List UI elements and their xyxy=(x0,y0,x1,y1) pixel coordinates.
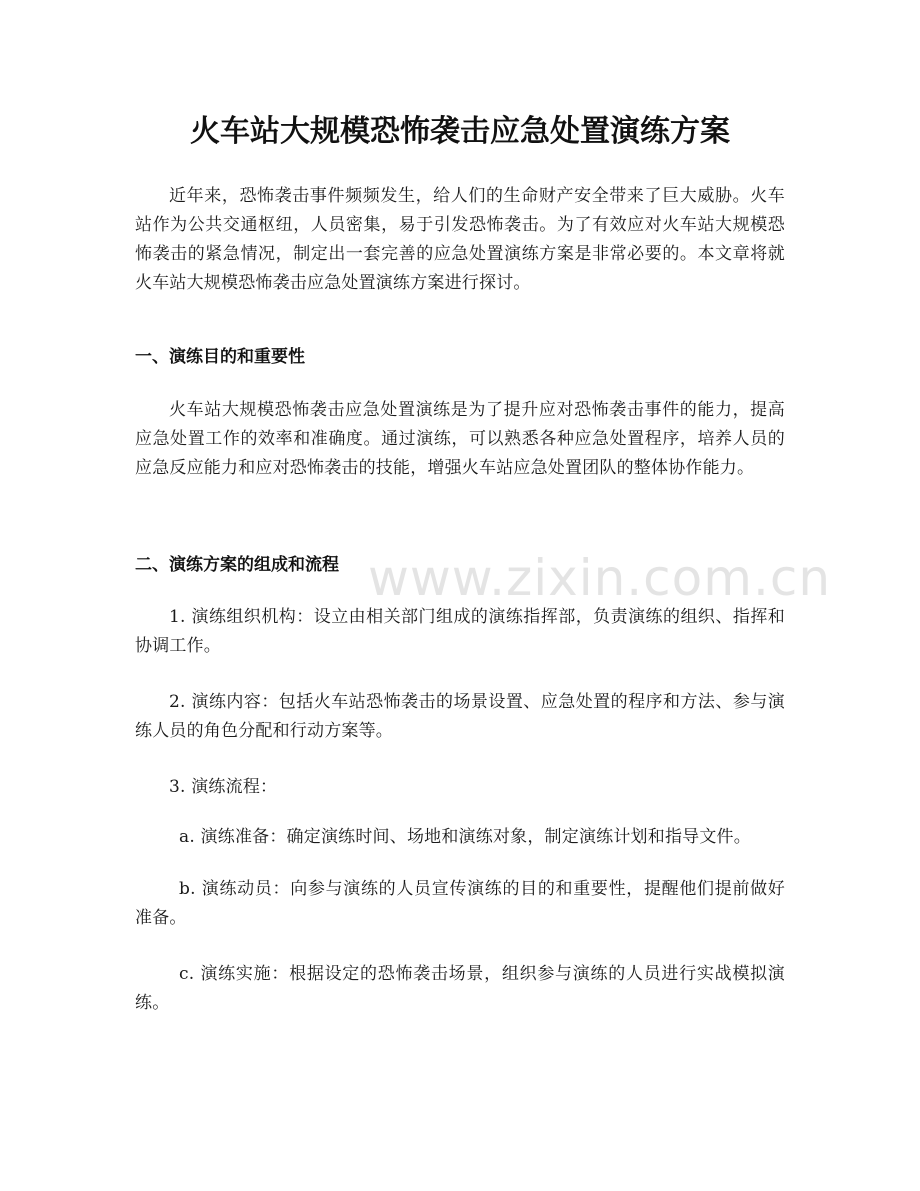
document-title: 火车站大规模恐怖袭击应急处置演练方案 xyxy=(190,114,730,149)
list-item-1: 1. 演练组织机构：设立由相关部门组成的演练指挥部，负责演练的组织、指挥和协调工作。 xyxy=(135,607,785,656)
sub-item-b: b. 演练动员：向参与演练的人员宣传演练的目的和重要性，提醒他们提前做好准备。 xyxy=(135,879,785,928)
sub-item-c: c. 演练实施：根据设定的恐怖袭击场景，组织参与演练的人员进行实战模拟演练。 xyxy=(135,964,785,1013)
list-item-2: 2. 演练内容：包括火车站恐怖袭击的场景设置、应急处置的程序和方法、参与演练人员的角色分配和行动方案等。 xyxy=(135,692,785,741)
list-item-3: 3. 演练流程： xyxy=(169,777,278,797)
intro-paragraph: 近年来，恐怖袭击事件频频发生，给人们的生命财产安全带来了巨大威胁。火车站作为公共交通枢纽，人员密集，易于引发恐怖袭击。为了有效应对火车站大规模恐怖袭击的紧急情况，制定出一套完善的应急处置演练方案是非常必要的。本文章将就火车站大规模恐怖袭击应急处置演练方案进行探讨。 xyxy=(135,186,785,293)
sub-item-a: a. 演练准备：确定演练时间、场地和演练对象，制定演练计划和指导文件。 xyxy=(179,827,751,847)
section-1-paragraph: 火车站大规模恐怖袭击应急处置演练是为了提升应对恐怖袭击事件的能力，提高应急处置工作的效率和准确度。通过演练，可以熟悉各种应急处置程序，培养人员的应急反应能力和应对恐怖袭击的技能，增强火车站应急处置团队的整体协作能力。 xyxy=(135,400,785,478)
section-heading-1: 一、演练目的和重要性 xyxy=(135,347,305,367)
watermark-text: www.zixin.com.cn xyxy=(368,549,832,607)
section-heading-2: 二、演练方案的组成和流程 xyxy=(135,555,339,575)
